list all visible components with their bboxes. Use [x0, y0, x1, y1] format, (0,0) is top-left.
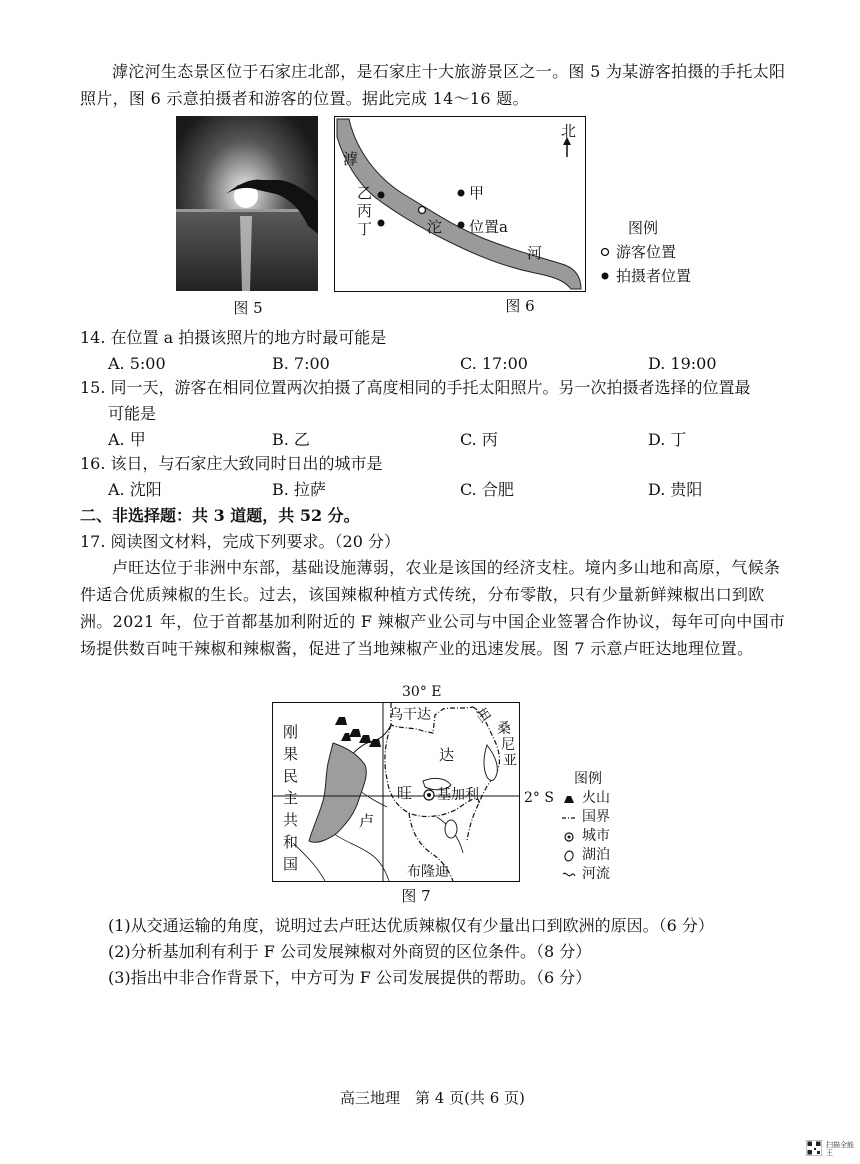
drc-char-1: 刚	[283, 723, 299, 741]
tanzania-char-2: 桑	[497, 721, 511, 737]
legend-border	[562, 808, 610, 827]
q16-option-d: D. 贵阳	[648, 480, 703, 499]
legend-volcano	[562, 789, 610, 808]
fig7-caption: 图 7	[401, 887, 431, 905]
q15-option-b: B. 乙	[272, 430, 310, 449]
fig6-map	[334, 116, 586, 292]
drc-char-2: 果	[283, 745, 299, 763]
drc-char-3: 民	[283, 767, 299, 785]
legend-river	[562, 865, 610, 884]
label-ding: 丁	[357, 220, 373, 238]
qr-code-icon	[806, 1140, 822, 1156]
legend-city	[562, 827, 610, 846]
photographer-position-icon	[600, 271, 610, 281]
burundi-label: 布隆迪	[407, 864, 449, 880]
q16-stem: 16. 该日，与石家庄大致同时日出的城市是	[80, 454, 383, 473]
label-position-a: 位置a	[469, 218, 508, 236]
q14-option-a: A. 5:00	[108, 354, 166, 373]
fig7-legend	[562, 770, 610, 884]
city-icon	[562, 832, 576, 842]
fig6-legend-title: 图例	[628, 219, 659, 237]
label-jia: 甲	[469, 184, 485, 202]
tanzania-char-3: 尼	[501, 737, 515, 753]
q15-option-a: A. 甲	[108, 430, 146, 449]
q15-option-c: C. 丙	[460, 430, 498, 449]
uganda-label: 乌干达	[389, 707, 431, 723]
q17-stem: 17. 阅读图文材料，完成下列要求。（20 分）	[80, 532, 400, 551]
legend-lake-label: 湖泊	[582, 847, 610, 863]
tanzania-char-4: 亚	[503, 753, 517, 769]
label-bing: 丙	[357, 202, 373, 220]
legend-border-label: 国界	[582, 809, 610, 825]
tanzania-char-1: 坦	[471, 705, 494, 726]
page-footer: 高三地理 第 4 页(共 6 页)	[340, 1089, 525, 1107]
legend-photographer	[600, 264, 691, 288]
lon-label: 30° E	[402, 684, 442, 700]
q17-material: 卢旺达位于非洲中东部，基础设施薄弱，农业是该国的经济支柱。境内多山地和高原，气候条件适合优质辣椒的生长。过去，该国辣椒种植方式传统，分布零散，只有少量新鲜辣椒出口到欧洲。2021 年，位于首都基加利附近的 F 辣椒产业公司与中国企业签署合作协议，每年可向中国市场提供数百吨干辣椒和辣椒酱，促进了当地辣椒产业的迅速发展。图 7 示意卢旺达地理位置。	[80, 558, 786, 658]
legend-city-label: 城市	[582, 828, 610, 844]
legend-lake	[562, 846, 610, 865]
legend-tourist-label: 游客位置	[616, 243, 677, 261]
drc-char-5: 共	[283, 811, 299, 829]
rwanda-char-wang: 旺	[397, 784, 413, 802]
label-yi: 乙	[357, 184, 373, 202]
drc-char-6: 和	[283, 833, 299, 851]
north-label: 北	[561, 122, 577, 140]
q16-option-c: C. 合肥	[460, 480, 514, 499]
drc-char-4: 主	[283, 789, 299, 807]
q16-option-a: A. 沈阳	[108, 480, 162, 499]
q14-option-d: D. 19:00	[648, 354, 717, 373]
fig7-map	[272, 702, 520, 882]
river-char-he: 河	[527, 244, 543, 262]
river-char-tuo: 沱	[427, 218, 443, 236]
scanner-badge: 扫描全能王	[826, 1141, 854, 1157]
tourist-position-icon	[600, 247, 610, 257]
q14-option-b: B. 7:00	[272, 354, 330, 373]
legend-photographer-label: 拍摄者位置	[616, 267, 692, 285]
fig7-legend-title: 图例	[574, 771, 602, 787]
fig5-caption: 图 5	[233, 299, 263, 317]
legend-tourist	[600, 240, 691, 264]
q14-stem: 14. 在位置 a 拍摄该照片的地方时最可能是	[80, 328, 387, 347]
q15-option-d: D. 丁	[648, 430, 687, 449]
legend-volcano-label: 火山	[582, 790, 610, 806]
q15-stem-line2: 可能是	[108, 404, 157, 423]
q17-sub3: (3)指出中非合作背景下，中方可为 F 公司发展提供的帮助。（6 分）	[108, 968, 592, 987]
river-icon	[562, 870, 576, 880]
kigali-label: 基加利	[437, 787, 479, 803]
volcano-icon	[562, 794, 576, 804]
q17-sub1: (1)从交通运输的角度，说明过去卢旺达优质辣椒仅有少量出口到欧洲的原因。（6 分）	[108, 916, 714, 935]
q14-option-c: C. 17:00	[460, 354, 528, 373]
legend-river-label: 河流	[582, 866, 610, 882]
section2-title: 二、非选择题：共 3 道题，共 52 分。	[80, 506, 360, 525]
lake-icon	[562, 850, 576, 862]
fig6-legend	[600, 216, 691, 288]
hand-sun-photo	[176, 116, 318, 291]
border-icon	[562, 813, 576, 823]
q16-option-b: B. 拉萨	[272, 480, 326, 499]
lat-label: 2° S	[524, 790, 554, 806]
river-char-hu: 滹	[343, 150, 359, 168]
rwanda-char-lu: 卢	[359, 812, 375, 830]
rwanda-char-da: 达	[439, 746, 455, 764]
q15-stem-line1: 15. 同一天，游客在相同位置两次拍摄了高度相同的手托太阳照片。另一次拍摄者选择的位置最	[80, 378, 751, 397]
drc-char-7: 国	[283, 855, 299, 873]
fig6-caption: 图 6	[505, 297, 535, 315]
q17-sub2: (2)分析基加利有利于 F 公司发展辣椒对外商贸的区位条件。（8 分）	[108, 942, 592, 961]
intro-paragraph: 滹沱河生态景区位于石家庄北部，是石家庄十大旅游景区之一。图 5 为某游客拍摄的手托太阳照片，图 6 示意拍摄者和游客的位置。据此完成 14～16 题。	[80, 62, 786, 108]
